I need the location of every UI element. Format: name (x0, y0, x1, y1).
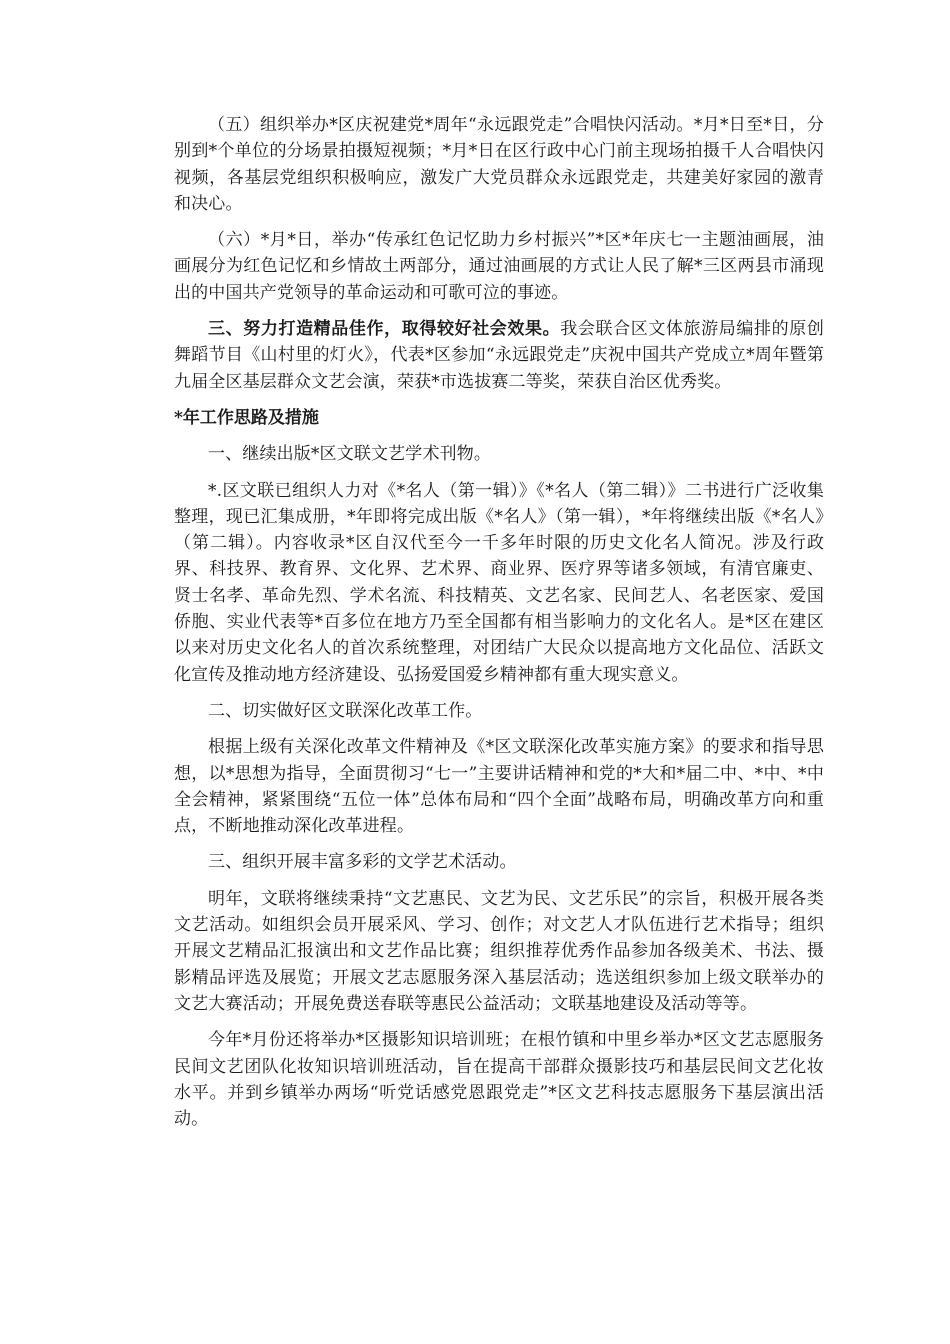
paragraph-plan-one-body (174, 478, 824, 688)
paragraph-text: 明年，文联将继续秉持“文艺惠民、文艺为民、文艺乐民”的宗旨，积极开展各类文艺活动。如组织会员开展采风、学习、创作；对文艺人才队伍进行艺术指导；组织开展文艺精品汇报演出和文艺作品比赛；组织推荐优秀作品参加各级美术、书法、摄影精品评选及展览；开展文艺志愿服务深入基层活动；选送组织参加上级文联举办的文艺大赛活动；开展免费送春联等惠民公益活动；文联基地建设及活动等等。 (174, 888, 824, 1014)
paragraph-plan-one-title (174, 441, 824, 467)
paragraph-bold-lead: 三、努力打造精品佳作，取得较好社会效果。 (208, 319, 561, 340)
paragraph-text: 根据上级有关深化改革文件精神及《*区文联深化改革实施方案》的要求和指导思想，以*思想为指导，全面贯彻习“七一”主要讲话精神和党的*大和*届二中、*中、*中全会精神，紧紧围绕“五位一体”总体布局和“四个全面”战略布局，明确改革方向和重点，不断地推动深化改革进程。 (174, 737, 824, 837)
paragraph-item-six (174, 227, 824, 306)
paragraph-section-three (174, 316, 824, 395)
paragraph-text: 一、继续出版*区文联文艺学术刊物。 (208, 444, 492, 465)
paragraph-text: 二、切实做好区文联深化改革工作。 (208, 700, 483, 721)
section-heading-work-plan: *年工作思路及措施 (174, 407, 319, 428)
paragraph-plan-three-title (174, 849, 824, 875)
paragraph-plan-two-body (174, 734, 824, 839)
paragraph-text: *.区文联已组织人力对《*名人（第一辑）》《*名人（第二辑）》二书进行广泛收集整理，现已汇集成册，*年即将完成出版《*名人》（第一辑），*年将继续出版《*名人》（第二辑）。内容收录*区自汉代至今一千多年时限的历史文化名人简况。涉及行政界、科技界、教育界、文化界、艺术界、商业界、医疗界等诸多领域，有清官廉吏、贤士名孝、革命先烈、学术名流、科技精英、文艺名家、民间艺人、名老医家、爱国侨胞、实业代表等*百多位在地方乃至全国都有相当影响力的文化名人。是*区在建区以来对历史文化名人的首次系统整理，对团结广大民众以提高地方文化品位、活跃文化宣传及推动地方经济建设、弘扬爱国爱乡精神都有重大现实意义。 (174, 480, 824, 685)
document-body (174, 112, 824, 1142)
paragraph-plan-three-body (174, 886, 824, 1017)
paragraph-text: （六）*月*日，举办“传承红色记忆助力乡村振兴”*区*年庆七一主题油画展，油画展分为红色记忆和乡情故土两部分，通过油画展的方式让人民了解*三区两县市涌现出的中国共产党领导的革命运动和可歌可泣的事迹。 (174, 230, 824, 303)
paragraph-text: 我会联合区文体旅游局编排的原创舞蹈节目《山村里的灯火》，代表*区参加“永远跟党走”庆祝中国共产党成立*周年暨第九届全区基层群众文艺会演，荣获*市选拔赛二等奖，荣获自治区优秀奖。 (174, 319, 825, 392)
paragraph-text: 三、组织开展丰富多彩的文学艺术活动。 (208, 852, 517, 873)
paragraph-plan-two-title (174, 698, 824, 724)
paragraph-text: 今年*月份还将举办*区摄影知识培训班；在根竹镇和中里乡举办*区文艺志愿服务民间文艺团队化妆知识培训班活动，旨在提高干部群众摄影技巧和基层民间文艺化妆水平。并到乡镇举办两场“听党话感党恩跟党走”*区文艺科技志愿服务下基层演出活动。 (174, 1030, 824, 1130)
paragraph-item-five (174, 112, 824, 217)
paragraph-text: （五）组织举办*区庆祝建党*周年“永远跟党走”合唱快闪活动。*月*日至*日，分别到*个单位的分场景拍摄短视频；*月*日在区行政中心门前主现场拍摄千人合唱快闪视频，各基层党组织积极响应，激发广大党员群众永远跟党走，共建美好家园的激青和决心。 (174, 115, 824, 214)
paragraph-plan-three-extra (174, 1027, 824, 1132)
